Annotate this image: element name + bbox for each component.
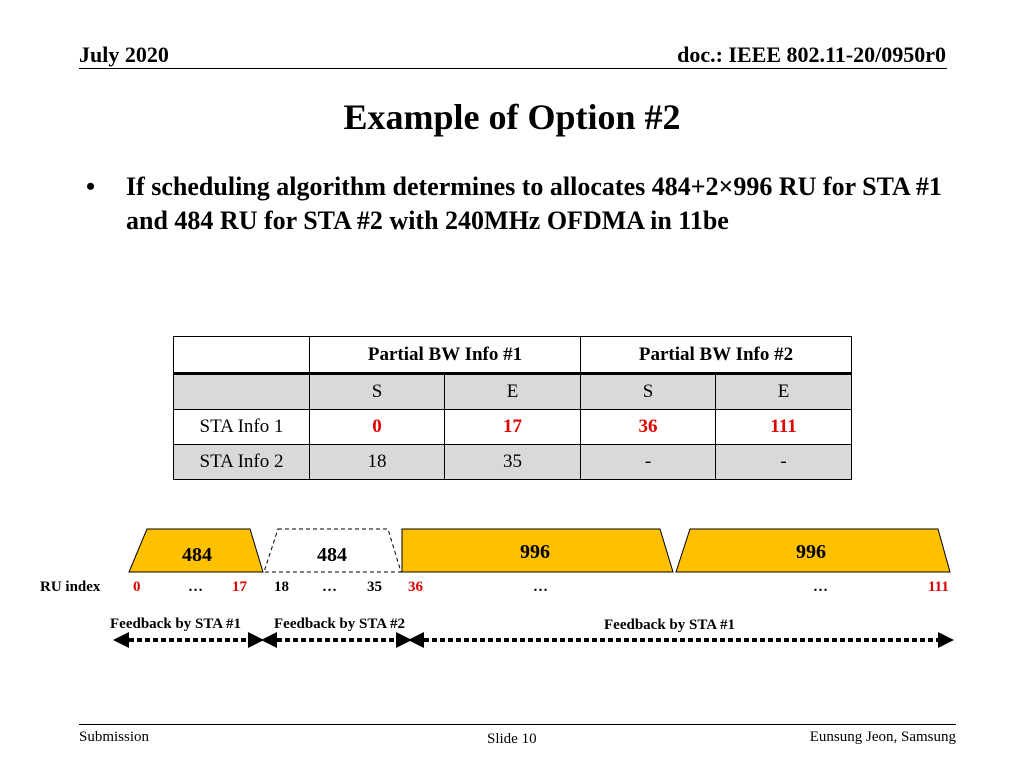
table-subheader-cell: S xyxy=(581,374,716,410)
bullet-text: If scheduling algorithm determines to allocates 484+2×996 RU for STA #1 and 484 RU for STA #2 with 240MHz OFDMA in 11be xyxy=(126,172,942,235)
ru-index-value: 17 xyxy=(232,579,247,595)
table-subheader-cell: E xyxy=(716,374,852,410)
ru-block-label: 996 xyxy=(520,541,550,563)
table-cell: 111 xyxy=(716,410,852,445)
table-row-label: STA Info 2 xyxy=(174,445,310,480)
ru-block-label: 484 xyxy=(317,544,347,566)
bullet-marker: • xyxy=(86,172,96,201)
ru-index-value: 36 xyxy=(408,579,423,595)
table-cell: 0 xyxy=(310,410,445,445)
table-row-label: STA Info 1 xyxy=(174,410,310,445)
header-doc-id: doc.: IEEE 802.11-20/0950r0 xyxy=(677,42,946,67)
ru-index-value: 18 xyxy=(274,579,289,595)
footer-divider xyxy=(79,724,956,725)
table-group-header: Partial BW Info #2 xyxy=(581,337,852,374)
header-date: July 2020 xyxy=(79,42,169,67)
ru-index-value: … xyxy=(322,579,337,595)
feedback-label: Feedback by STA #2 xyxy=(274,616,405,632)
ru-index-value: 0 xyxy=(133,579,141,595)
ru-index-value: 35 xyxy=(367,579,382,595)
footer-slide-number: Slide 10 xyxy=(487,731,537,747)
ru-index-value: 111 xyxy=(928,579,949,595)
ru-index-label: RU index xyxy=(40,579,101,595)
table-group-header: Partial BW Info #1 xyxy=(310,337,581,374)
table-cell: 36 xyxy=(581,410,716,445)
ru-block-label: 484 xyxy=(182,544,212,566)
ru-block-label: 996 xyxy=(796,541,826,563)
table-cell: - xyxy=(581,445,716,480)
feedback-label: Feedback by STA #1 xyxy=(110,616,241,632)
table-cell: 35 xyxy=(445,445,581,480)
feedback-label: Feedback by STA #1 xyxy=(604,617,735,633)
ru-index-value: … xyxy=(188,579,203,595)
ru-index-value: … xyxy=(533,579,548,595)
table-subheader-cell: E xyxy=(445,374,581,410)
table-subheader-cell: S xyxy=(310,374,445,410)
table-cell: 18 xyxy=(310,445,445,480)
footer-submission: Submission xyxy=(79,729,150,745)
footer-author: Eunsung Jeon, Samsung xyxy=(809,729,956,745)
slide-title: Example of Option #2 xyxy=(343,97,681,137)
ru-index-value: … xyxy=(813,579,828,595)
table-cell: - xyxy=(716,445,852,480)
table-cell: 17 xyxy=(445,410,581,445)
